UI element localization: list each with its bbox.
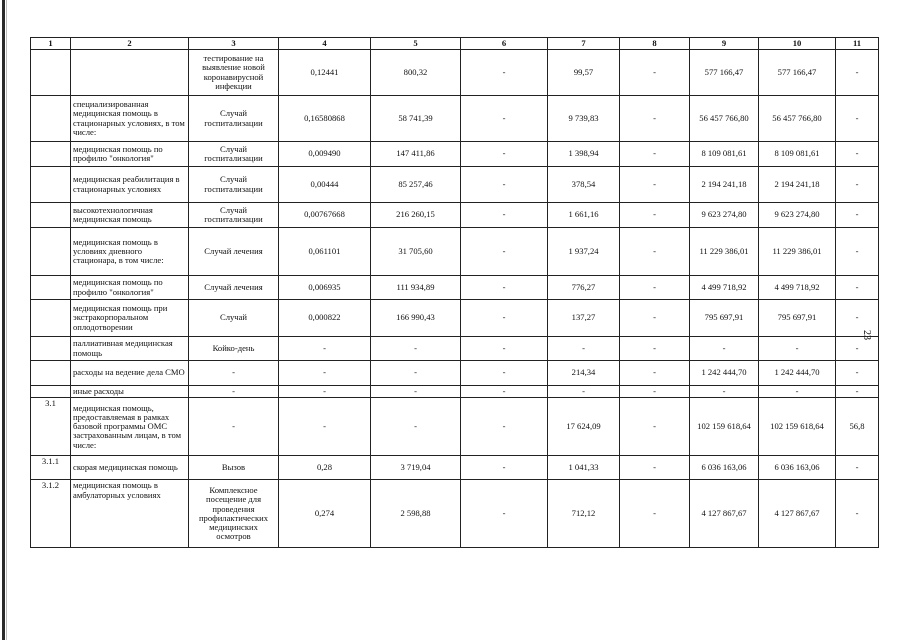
scan-edge-shadow	[6, 0, 7, 640]
cell: 1 937,24	[548, 228, 620, 276]
row-number	[31, 276, 71, 300]
table-row	[31, 300, 879, 337]
cell: 4 499 718,92	[759, 276, 836, 300]
col-header: 2	[71, 38, 189, 50]
table-row	[31, 228, 879, 276]
cell: -	[461, 96, 548, 142]
service-name: расходы на ведение дела СМО	[71, 361, 189, 386]
cell: 3 719,04	[371, 456, 461, 480]
unit: Комплексное посещение для проведения профилактических медицинских осмотров	[189, 480, 279, 548]
table-row	[31, 167, 879, 203]
cell: 577 166,47	[690, 50, 759, 96]
cell: 0,274	[279, 480, 371, 548]
cell: -	[461, 337, 548, 361]
cell: 166 990,43	[371, 300, 461, 337]
unit: Случай лечения	[189, 276, 279, 300]
table-row	[31, 361, 879, 386]
table-row	[31, 480, 879, 548]
cell: 0,000822	[279, 300, 371, 337]
unit: Случай госпитализации	[189, 167, 279, 203]
cell: 1 398,94	[548, 142, 620, 167]
cell: -	[461, 398, 548, 456]
cell: 378,54	[548, 167, 620, 203]
row-number	[31, 337, 71, 361]
row-number	[31, 96, 71, 142]
col-header: 10	[759, 38, 836, 50]
row-number	[31, 300, 71, 337]
cell: 0,009490	[279, 142, 371, 167]
cell: 11 229 386,01	[690, 228, 759, 276]
unit: Случай госпитализации	[189, 142, 279, 167]
cell: -	[836, 480, 879, 548]
cell: -	[371, 386, 461, 398]
unit: Случай госпитализации	[189, 203, 279, 228]
cell: 6 036 163,06	[690, 456, 759, 480]
cell: -	[620, 300, 690, 337]
cell: 2 194 241,18	[690, 167, 759, 203]
cell: -	[548, 386, 620, 398]
col-header: 3	[189, 38, 279, 50]
unit: Случай	[189, 300, 279, 337]
cell: 1 242 444,70	[759, 361, 836, 386]
unit: тестирование на выявление новой коронавирусной инфекции	[189, 50, 279, 96]
service-name: медицинская помощь в условиях дневного стационара, в том числе:	[71, 228, 189, 276]
service-name: медицинская помощь, предоставляемая в рамках базовой программы ОМС застрахованным лицам, в том числе:	[71, 398, 189, 456]
cell: -	[836, 386, 879, 398]
cell: 216 260,15	[371, 203, 461, 228]
unit: Вызов	[189, 456, 279, 480]
service-name: иные расходы	[71, 386, 189, 398]
col-header: 4	[279, 38, 371, 50]
page-number: 23	[861, 330, 872, 340]
service-name: медицинская помощь по профилю "онкология"	[71, 276, 189, 300]
service-name: скорая медицинская помощь	[71, 456, 189, 480]
cell: -	[836, 142, 879, 167]
cell: -	[759, 337, 836, 361]
table-row	[31, 276, 879, 300]
cell: 0,006935	[279, 276, 371, 300]
cell: 102 159 618,64	[690, 398, 759, 456]
cell: -	[371, 337, 461, 361]
cell: 800,32	[371, 50, 461, 96]
table-row	[31, 96, 879, 142]
service-name	[71, 50, 189, 96]
cell: -	[836, 276, 879, 300]
cell: -	[279, 398, 371, 456]
cell: 1 661,16	[548, 203, 620, 228]
cell: -	[836, 300, 879, 337]
cell: -	[836, 228, 879, 276]
unit: -	[189, 398, 279, 456]
cell: 1 242 444,70	[690, 361, 759, 386]
cell: 85 257,46	[371, 167, 461, 203]
cell: 795 697,91	[759, 300, 836, 337]
cell: 56 457 766,80	[759, 96, 836, 142]
cell: -	[461, 142, 548, 167]
cell: -	[620, 276, 690, 300]
col-header: 1	[31, 38, 71, 50]
service-name: паллиативная медицинская помощь	[71, 337, 189, 361]
row-number	[31, 203, 71, 228]
cell: -	[690, 337, 759, 361]
cell: -	[461, 167, 548, 203]
cell: -	[836, 167, 879, 203]
cell: -	[836, 456, 879, 480]
col-header: 6	[461, 38, 548, 50]
service-name: медицинская помощь по профилю "онкология"	[71, 142, 189, 167]
cell: -	[620, 203, 690, 228]
cell: 1 041,33	[548, 456, 620, 480]
cell: -	[620, 386, 690, 398]
cell: 17 624,09	[548, 398, 620, 456]
row-number	[31, 361, 71, 386]
cell: -	[836, 337, 879, 361]
cell: 0,12441	[279, 50, 371, 96]
row-number	[31, 228, 71, 276]
cell: 102 159 618,64	[759, 398, 836, 456]
cell: -	[279, 337, 371, 361]
cell: -	[371, 361, 461, 386]
cell: -	[279, 361, 371, 386]
table-row	[31, 50, 879, 96]
table-row	[31, 456, 879, 480]
cell: -	[620, 480, 690, 548]
table-row	[31, 337, 879, 361]
unit: -	[189, 361, 279, 386]
cell: -	[836, 96, 879, 142]
unit: Койко-день	[189, 337, 279, 361]
cell: 137,27	[548, 300, 620, 337]
scan-edge	[2, 0, 5, 640]
cell: 56,8	[836, 398, 879, 456]
cell: -	[548, 337, 620, 361]
row-number: 3.1.2	[31, 480, 71, 548]
cell: 9 739,83	[548, 96, 620, 142]
cell: 99,57	[548, 50, 620, 96]
cell: 0,00444	[279, 167, 371, 203]
cell: 56 457 766,80	[690, 96, 759, 142]
cell: -	[461, 228, 548, 276]
col-header: 11	[836, 38, 879, 50]
unit: Случай госпитализации	[189, 96, 279, 142]
cell: -	[620, 96, 690, 142]
cell: -	[836, 50, 879, 96]
cell: 9 623 274,80	[690, 203, 759, 228]
row-number	[31, 386, 71, 398]
cell: -	[759, 386, 836, 398]
col-header: 7	[548, 38, 620, 50]
row-number	[31, 50, 71, 96]
cell: 214,34	[548, 361, 620, 386]
cell: -	[620, 167, 690, 203]
unit: -	[189, 386, 279, 398]
cell: -	[461, 300, 548, 337]
row-number: 3.1	[31, 398, 71, 456]
cell: -	[461, 386, 548, 398]
cell: -	[836, 203, 879, 228]
cell: 4 127 867,67	[690, 480, 759, 548]
cell: -	[371, 398, 461, 456]
cell: 31 705,60	[371, 228, 461, 276]
cell: -	[461, 456, 548, 480]
service-name: специализированная медицинская помощь в стационарных условиях, в том числе:	[71, 96, 189, 142]
header-row	[31, 38, 879, 50]
cell: 0,061101	[279, 228, 371, 276]
cell: -	[279, 386, 371, 398]
cell: 111 934,89	[371, 276, 461, 300]
cell: 2 598,88	[371, 480, 461, 548]
cell: -	[620, 142, 690, 167]
table-row	[31, 398, 879, 456]
cell: -	[620, 50, 690, 96]
service-name: медицинская реабилитация в стационарных условиях	[71, 167, 189, 203]
row-number: 3.1.1	[31, 456, 71, 480]
row-number	[31, 142, 71, 167]
col-header: 5	[371, 38, 461, 50]
cell: -	[620, 361, 690, 386]
cell: -	[620, 398, 690, 456]
table-row	[31, 386, 879, 398]
cell: 11 229 386,01	[759, 228, 836, 276]
cell: -	[461, 50, 548, 96]
budget-table	[30, 37, 879, 548]
col-header: 8	[620, 38, 690, 50]
cell: -	[620, 337, 690, 361]
service-name: медицинская помощь при экстракорпоральном оплодотворении	[71, 300, 189, 337]
col-header: 9	[690, 38, 759, 50]
cell: 0,00767668	[279, 203, 371, 228]
service-name: высокотехнологичная медицинская помощь	[71, 203, 189, 228]
cell: -	[690, 386, 759, 398]
cell: 147 411,86	[371, 142, 461, 167]
cell: 776,27	[548, 276, 620, 300]
cell: 0,16580868	[279, 96, 371, 142]
row-number	[31, 167, 71, 203]
cell: 712,12	[548, 480, 620, 548]
cell: 58 741,39	[371, 96, 461, 142]
cell: 0,28	[279, 456, 371, 480]
cell: 4 499 718,92	[690, 276, 759, 300]
cell: -	[836, 361, 879, 386]
cell: -	[461, 276, 548, 300]
cell: 795 697,91	[690, 300, 759, 337]
cell: 4 127 867,67	[759, 480, 836, 548]
cell: 2 194 241,18	[759, 167, 836, 203]
unit: Случай лечения	[189, 228, 279, 276]
cell: 9 623 274,80	[759, 203, 836, 228]
cell: -	[620, 456, 690, 480]
cell: 6 036 163,06	[759, 456, 836, 480]
cell: 577 166,47	[759, 50, 836, 96]
service-name: медицинская помощь в амбулаторных условиях	[71, 480, 189, 548]
cell: -	[461, 203, 548, 228]
cell: 8 109 081,61	[690, 142, 759, 167]
cell: 8 109 081,61	[759, 142, 836, 167]
cell: -	[620, 228, 690, 276]
table-row	[31, 203, 879, 228]
table-row	[31, 142, 879, 167]
cell: -	[461, 361, 548, 386]
cell: -	[461, 480, 548, 548]
